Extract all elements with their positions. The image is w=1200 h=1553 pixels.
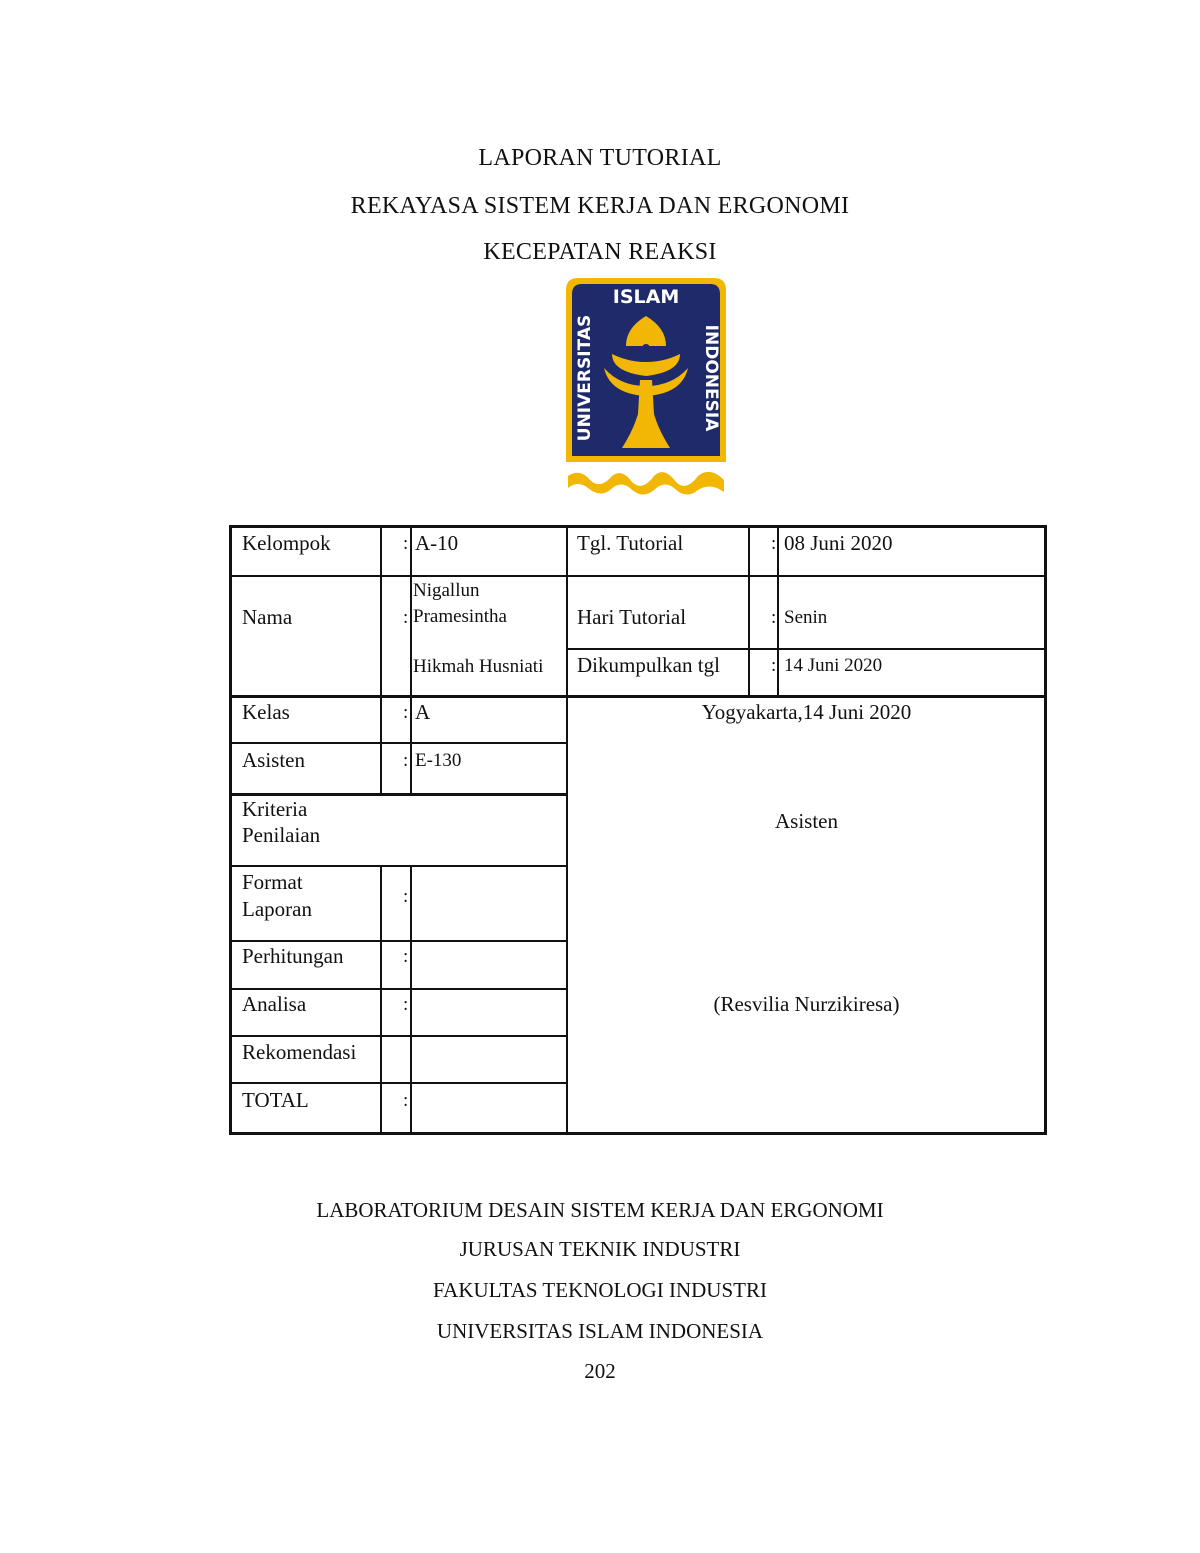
asisten-value: E-130 <box>415 750 462 771</box>
sign-role: Asisten <box>775 809 838 833</box>
colon: : <box>403 750 409 771</box>
row-divider <box>231 940 567 942</box>
col-divider <box>777 528 779 696</box>
colon: : <box>403 533 409 554</box>
topic-title: KECEPATAN REAKSI <box>483 239 717 265</box>
svg-text:INDONESIA: INDONESIA <box>701 324 721 432</box>
kriteria-label-line2: Penilaian <box>242 823 321 847</box>
colon: : <box>403 702 409 723</box>
colon: : <box>403 994 409 1015</box>
format-laporan-label-line2: Laporan <box>242 897 312 921</box>
row-divider <box>231 865 567 867</box>
row-divider <box>231 988 567 990</box>
kelompok-value: A-10 <box>415 531 459 555</box>
colon: : <box>771 533 777 554</box>
row-divider <box>231 1082 567 1084</box>
report-title: LAPORAN TUTORIAL <box>478 145 722 171</box>
col-divider <box>380 528 382 793</box>
format-laporan-label-line1: Format <box>242 870 303 894</box>
nama-label: Nama <box>242 605 293 629</box>
perhitungan-label: Perhitungan <box>242 944 344 968</box>
row-divider <box>231 575 1045 577</box>
analisa-label: Analisa <box>242 992 307 1016</box>
row-divider <box>231 1035 567 1037</box>
col-divider <box>410 866 412 1133</box>
total-label: TOTAL <box>242 1088 309 1112</box>
sign-place-date: Yogyakarta,14 Juni 2020 <box>701 700 912 724</box>
university-logo <box>560 276 732 504</box>
col-divider <box>410 528 412 793</box>
nama-value-line2: Pramesintha <box>413 606 507 627</box>
colon: : <box>403 607 409 628</box>
footer-faculty: FAKULTAS TEKNOLOGI INDUSTRI <box>433 1278 767 1302</box>
colon: : <box>403 1090 409 1111</box>
kelas-label: Kelas <box>242 700 290 724</box>
svg-text:ISLAM: ISLAM <box>612 286 680 308</box>
dikumpulkan-label: Dikumpulkan tgl <box>577 653 720 677</box>
kelompok-label: Kelompok <box>242 531 331 555</box>
row-divider <box>231 695 1045 698</box>
colon: : <box>771 607 777 628</box>
nama-value-line1: Nigallun <box>413 580 480 601</box>
footer-year: 202 <box>584 1359 616 1383</box>
tgl-tutorial-value: 08 Juni 2020 <box>784 531 893 555</box>
footer-department: JURUSAN TEKNIK INDUSTRI <box>459 1237 741 1261</box>
svg-text:UNIVERSITAS: UNIVERSITAS <box>575 314 595 442</box>
kelas-value: A <box>415 700 431 724</box>
footer-lab: LABORATORIUM DESAIN SISTEM KERJA DAN ERGONOMI <box>316 1198 884 1222</box>
colon: : <box>403 886 409 907</box>
asisten-label: Asisten <box>242 748 305 772</box>
hari-tutorial-value: Senin <box>784 607 828 628</box>
footer-university: UNIVERSITAS ISLAM INDONESIA <box>436 1319 764 1343</box>
col-divider <box>748 528 750 696</box>
row-divider <box>231 742 567 744</box>
dikumpulkan-value: 14 Juni 2020 <box>784 655 883 676</box>
rekomendasi-label: Rekomendasi <box>242 1040 357 1064</box>
sign-name: (Resvilia Nurzikiresa) <box>713 992 900 1016</box>
tgl-tutorial-label: Tgl. Tutorial <box>577 531 684 555</box>
hari-tutorial-label: Hari Tutorial <box>577 605 687 629</box>
row-divider <box>567 648 1045 650</box>
colon: : <box>403 946 409 967</box>
kriteria-label-line1: Kriteria <box>242 797 308 821</box>
colon: : <box>771 655 777 676</box>
nama-value-line3: Hikmah Husniati <box>413 656 544 677</box>
col-divider <box>380 866 382 1133</box>
course-title: REKAYASA SISTEM KERJA DAN ERGONOMI <box>350 193 850 219</box>
